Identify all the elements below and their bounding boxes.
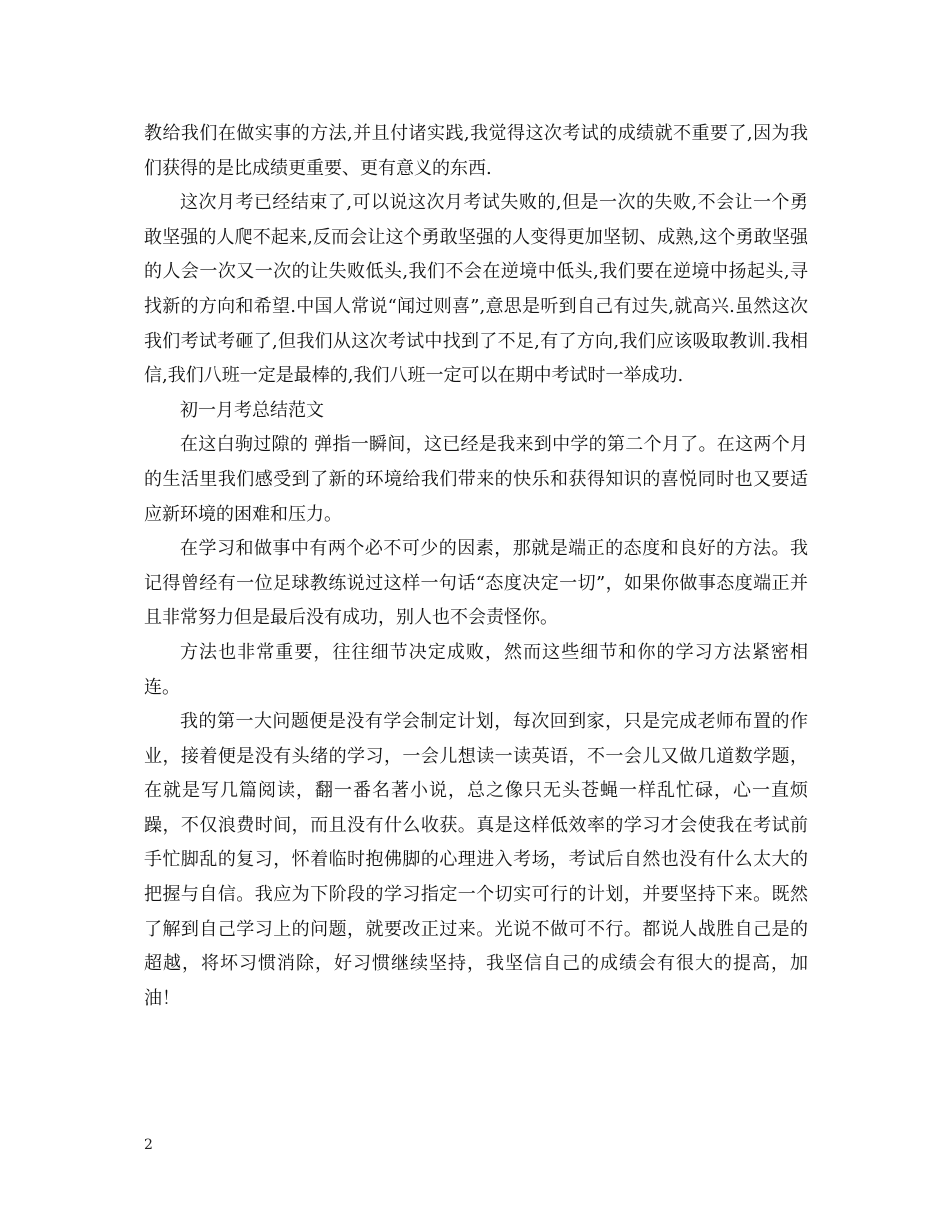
paragraph: 我的第一大问题便是没有学会制定计划，每次回到家，只是完成老师布置的作业，接着便是没有头绪的学习，一会儿想读一读英语，不一会儿又做几道数学题，在就是写几篇阅读，翻一番名著小说，总之像只无头苍蝇一样乱忙碌，心一直烦躁，不仅浪费时间，而且没有什么收获。真是这样低效率的学习才会使我在考试前手忙脚乱的复习，怀着临时抱佛脚的心理进入考场，考试后自然也没有什么太大的把握与自信。我应为下阶段的学习指定一个切实可行的计划，并要坚持下来。既然了解到自己学习上的问题，就要改正过来。光说不做可不行。都说人战胜自己是的超越，将坏习惯消除，好习惯继续坚持，我坚信自己的成绩会有很大的提高，加油！	[144, 711, 808, 1009]
paragraph: 方法也非常重要，往往细节决定成败，然而这些细节和你的学习方法紧密相连。	[144, 641, 808, 698]
paragraph: 在这白驹过隙的 弹指一瞬间，这已经是我来到中学的第二个月了。在这两个月的生活里我们感受到了新的环境给我们带来的快乐和获得知识的喜悦同时也又要适应新环境的困难和压力。	[144, 434, 808, 525]
paragraph: 在学习和做事中有两个必不可少的因素，那就是端正的态度和良好的方法。我记得曾经有一位足球教练说过这样一句话“态度决定一切”，如果你做事态度端正并且非常努力但是最后没有成功，别人也不会责怪你。	[144, 538, 808, 629]
page-number: 2	[144, 1137, 153, 1153]
document-body	[144, 117, 808, 1016]
paragraph: 这次月考已经结束了,可以说这次月考试失败的,但是一次的失败,不会让一个勇敢坚强的人爬不起来,反而会让这个勇敢坚强的人变得更加坚韧、成熟,这个勇敢坚强的人会一次又一次的让失败低头,我们不会在逆境中低头,我们要在逆境中扬起头,寻找新的方向和希望.中国人常说“闻过则喜”,意思是听到自己有过失,就高兴.虽然这次我们考试考砸了,但我们从这次考试中找到了不足,有了方向,我们应该吸取教训.我相信,我们八班一定是最棒的,我们八班一定可以在期中考试时一举成功.	[144, 192, 808, 387]
paragraph: 教给我们在做实事的方法,并且付诸实践,我觉得这次考试的成绩就不重要了,因为我们获得的是比成绩更重要、更有意义的东西.	[144, 123, 808, 179]
section-heading: 初一月考总结范文	[180, 399, 324, 421]
